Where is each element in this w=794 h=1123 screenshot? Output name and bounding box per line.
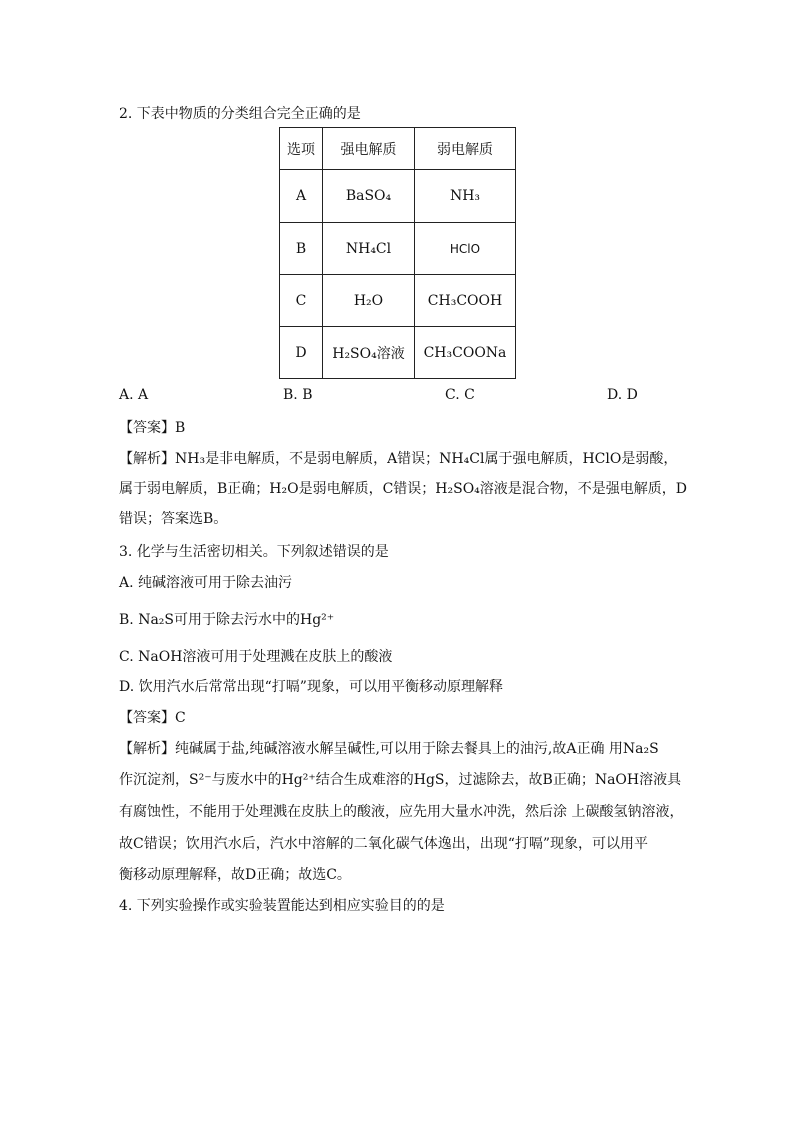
table-cell: H₂O — [323, 275, 415, 327]
q2-option-b: B. B — [283, 387, 313, 403]
q2-analysis-line: 错误；答案选B。 — [119, 511, 228, 527]
q3-analysis-line: 作沉淀剂，S²⁻与废水中的Hg²⁺结合生成难溶的HgS，过滤除去，故B正确；NaOH溶液具 — [119, 772, 682, 788]
table-cell: NH₃ — [415, 170, 516, 223]
q2-option-a: A. A — [119, 387, 149, 403]
table-cell: H₂SO₄溶液 — [323, 327, 415, 379]
q3-option-d: D. 饮用汽水后常常出现“打嗝”现象，可以用平衡移动原理解释 — [119, 679, 503, 695]
q2-option-c: C. C — [445, 387, 475, 403]
q3-option-c: C. NaOH溶液可用于处理溅在皮肤上的酸液 — [119, 649, 393, 665]
q2-analysis-line: 【解析】NH₃是非电解质，不是弱电解质，A错误；NH₄Cl属于强电解质，HClO是弱酸， — [119, 451, 678, 467]
table-cell: D — [280, 327, 323, 379]
table-cell: CH₃COONa — [415, 327, 516, 379]
q3-analysis-line: 故C错误；饮用汽水后，汽水中溶解的二氧化碳气体逸出，出现“打嗝”现象，可以用平 — [119, 836, 649, 852]
q4-title: 4. 下列实验操作或实验装置能达到相应实验目的的是 — [119, 898, 445, 914]
q2-answer: 【答案】B — [119, 420, 186, 436]
classification-table — [279, 127, 516, 379]
table-cell: C — [280, 275, 323, 327]
q3-analysis-line: 【解析】纯碱属于盐,纯碱溶液水解呈碱性,可以用于除去餐具上的油污,故A正确 用Na₂S — [119, 741, 659, 757]
q3-option-b: B. Na₂S可用于除去污水中的Hg²⁺ — [119, 612, 335, 628]
table-cell: NH₄Cl — [323, 223, 415, 275]
q3-answer: 【答案】C — [119, 710, 186, 726]
table-header: 强电解质 — [323, 128, 415, 170]
q2-analysis-line: 属于弱电解质，B正确；H₂O是弱电解质，C错误；H₂SO₄溶液是混合物，不是强电解质，D — [119, 481, 688, 497]
q3-option-a: A. 纯碱溶液可用于除去油污 — [119, 575, 293, 591]
q3-analysis-line: 有腐蚀性，不能用于处理溅在皮肤上的酸液，应先用大量水冲洗，然后涂 上碳酸氢钠溶液， — [119, 804, 684, 820]
table-cell: A — [280, 170, 323, 223]
table-header: 弱电解质 — [415, 128, 516, 170]
table-cell: BaSO₄ — [323, 170, 415, 223]
table-cell: HClO — [415, 223, 516, 275]
q2-title: 2. 下表中物质的分类组合完全正确的是 — [119, 106, 361, 122]
table-cell: CH₃COOH — [415, 275, 516, 327]
q2-option-d: D. D — [607, 387, 638, 403]
q3-analysis-line: 衡移动原理解释，故D正确；故选C。 — [119, 867, 351, 883]
q3-title: 3. 化学与生活密切相关。下列叙述错误的是 — [119, 544, 389, 560]
table-cell: B — [280, 223, 323, 275]
table-header: 选项 — [280, 128, 323, 170]
